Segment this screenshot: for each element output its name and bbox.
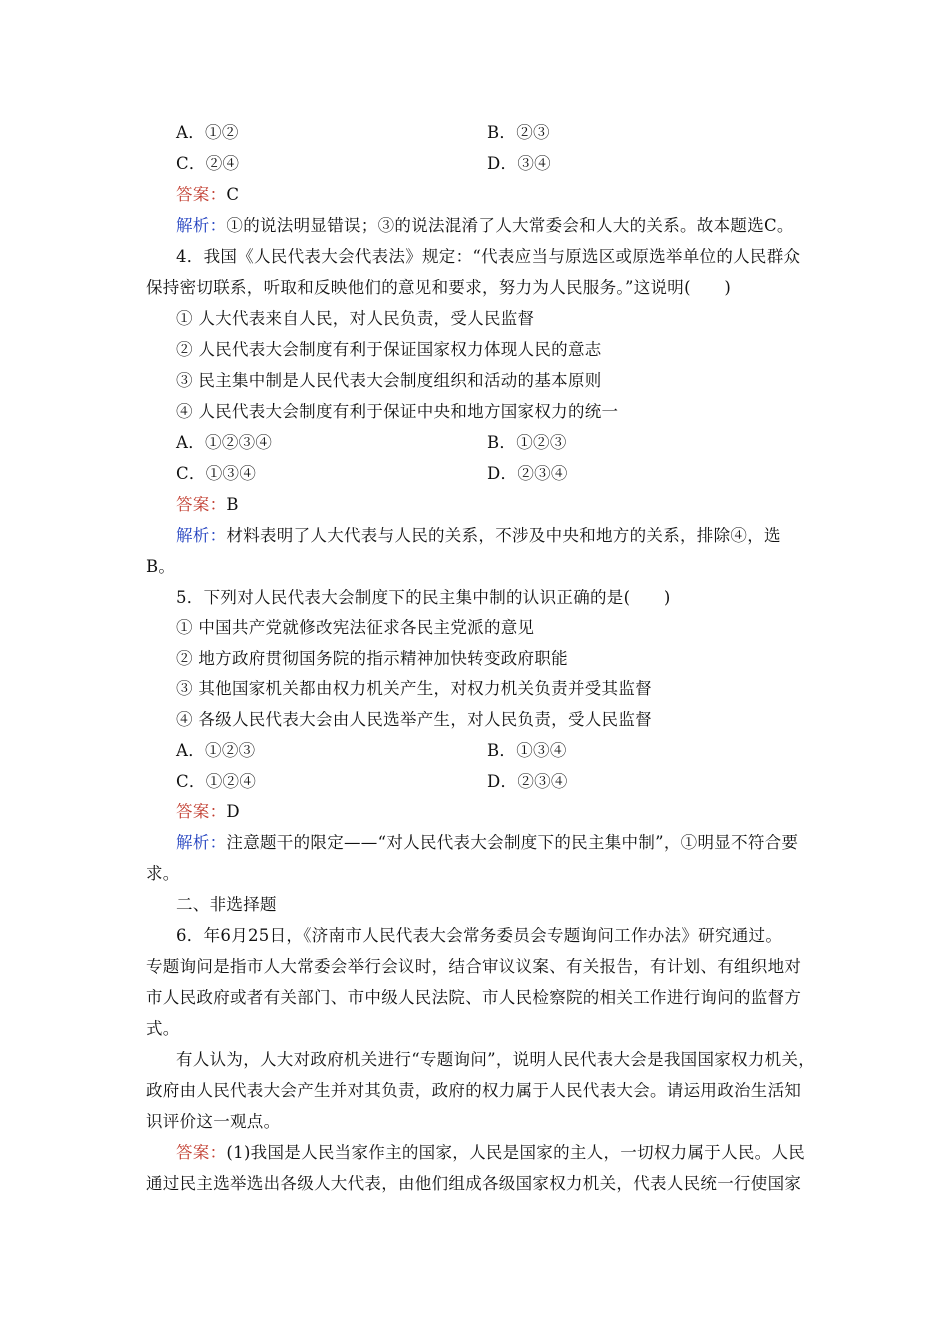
q5-explanation xyxy=(176,833,798,853)
q4-stem-line-2: 保持密切联系，听取和反映他们的意见和要求，努力为人民服务。”这说明( ) xyxy=(146,278,732,297)
q6-para1-line-3: 市人民政府或者有关部门、市中级人民法院、市人民检察院的相关工作进行询问的监督方 xyxy=(146,988,802,1007)
answer-value: B xyxy=(226,495,239,514)
q4-explanation-cont: B。 xyxy=(146,557,176,576)
q6-para2-line-3: 识评价这一观点。 xyxy=(146,1112,281,1131)
answer-label: 答案： xyxy=(176,185,227,204)
answer-label: 答案： xyxy=(176,802,227,821)
answer-value: C xyxy=(226,185,240,204)
q5-option-d: D．②③④ xyxy=(487,772,568,791)
explanation-label: 解析： xyxy=(176,216,227,235)
answer-text: (1)我国是人民当家作主的国家，人民是国家的主人，一切权力属于人民。人民 xyxy=(226,1143,806,1162)
explanation-label: 解析： xyxy=(176,526,227,545)
q6-para1-line-2: 专题询问是指市人大常委会举行会议时，结合审议议案、有关报告，有计划、有组织地对 xyxy=(146,957,802,976)
q4-explanation xyxy=(176,526,781,546)
q4-option-d: D．②③④ xyxy=(487,464,568,483)
explanation-text: 注意题干的限定——“对人民代表大会制度下的民主集中制”，①明显不符合要 xyxy=(226,833,799,852)
answer-label: 答案： xyxy=(176,1143,227,1162)
q3-option-d: D．③④ xyxy=(487,154,551,173)
q3-explanation xyxy=(176,216,794,236)
q5-stem: 5．下列对人民代表大会制度下的民主集中制的认识正确的是( ) xyxy=(176,588,671,607)
answer-label: 答案： xyxy=(176,495,227,514)
q6-para1-line-4: 式。 xyxy=(146,1019,180,1038)
q5-option-b: B．①③④ xyxy=(487,741,567,760)
explanation-text: ①的说法明显错误；③的说法混淆了人大常委会和人大的关系。故本题选C。 xyxy=(226,216,794,235)
q4-item-2: ② 人民代表大会制度有利于保证国家权力体现人民的意志 xyxy=(176,340,602,359)
q5-option-a: A．①②③ xyxy=(176,741,256,760)
q6-answer-cont: 通过民主选举选出各级人大代表，由他们组成各级国家权力机关，代表人民统一行使国家 xyxy=(146,1174,802,1193)
q5-item-1: ① 中国共产党就修改宪法征求各民主党派的意见 xyxy=(176,618,535,637)
q5-option-c: C．①②④ xyxy=(176,772,257,791)
q4-answer xyxy=(176,495,239,515)
q4-item-3: ③ 民主集中制是人民代表大会制度组织和活动的基本原则 xyxy=(176,371,602,390)
q3-option-a: A．①② xyxy=(176,123,239,142)
q5-item-4: ④ 各级人民代表大会由人民选举产生，对人民负责，受人民监督 xyxy=(176,710,652,729)
explanation-text: 材料表明了人大代表与人民的关系，不涉及中央和地方的关系，排除④，选 xyxy=(226,526,781,545)
q4-option-a: A．①②③④ xyxy=(176,433,273,452)
q3-answer xyxy=(176,185,239,205)
section-heading: 二、非选择题 xyxy=(176,895,277,914)
q5-item-2: ② 地方政府贯彻国务院的指示精神加快转变政府职能 xyxy=(176,649,568,668)
q3-option-b: B．②③ xyxy=(487,123,550,142)
q4-item-4: ④ 人民代表大会制度有利于保证中央和地方国家权力的统一 xyxy=(176,402,619,421)
explanation-label: 解析： xyxy=(176,833,227,852)
q3-option-c: C．②④ xyxy=(176,154,240,173)
q4-option-c: C．①③④ xyxy=(176,464,257,483)
q4-stem-line-1: 4．我国《人民代表大会代表法》规定：“代表应当与原选区或原选举单位的人民群众 xyxy=(176,247,801,266)
q5-answer xyxy=(176,802,240,822)
q6-answer xyxy=(176,1143,805,1163)
q6-para2-line-2: 政府由人民代表大会产生并对其负责，政府的权力属于人民代表大会。请运用政治生活知 xyxy=(146,1081,802,1100)
q5-item-3: ③ 其他国家机关都由权力机关产生，对权力机关负责并受其监督 xyxy=(176,679,652,698)
q4-item-1: ① 人大代表来自人民，对人民负责，受人民监督 xyxy=(176,309,535,328)
q6-para1-line-1: 6．年6月25日，《济南市人民代表大会常务委员会专题询问工作办法》研究通过。 xyxy=(176,926,783,945)
q6-para2-line-1: 有人认为，人大对政府机关进行“专题询问”，说明人民代表大会是我国国家权力机关， xyxy=(176,1050,816,1069)
q4-option-b: B．①②③ xyxy=(487,433,567,452)
q5-explanation-cont: 求。 xyxy=(146,864,180,883)
answer-value: D xyxy=(226,802,240,821)
